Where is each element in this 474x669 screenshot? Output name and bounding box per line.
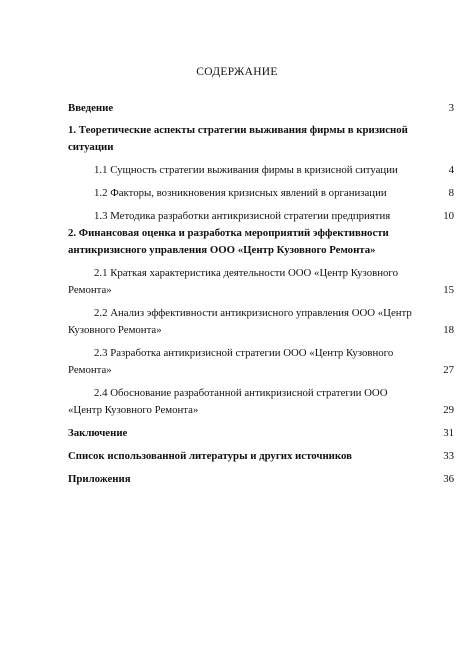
toc-entry-section-2-4	[68, 385, 454, 419]
toc-entry-page: 15	[443, 284, 454, 296]
toc-entry-section-1-3	[68, 208, 454, 225]
toc-entry-text: Приложения	[68, 473, 131, 485]
toc-entry-page: 36	[443, 473, 454, 485]
table-of-contents	[68, 100, 454, 488]
toc-entry-page: 31	[443, 427, 454, 439]
toc-entry-text: Список использованной литературы и других источников	[68, 450, 352, 462]
toc-entry-text: Заключение	[68, 427, 128, 439]
toc-entry-page: 18	[443, 324, 454, 336]
toc-entry-section-1-1	[68, 162, 454, 179]
toc-entry-section-1-2	[68, 185, 454, 202]
toc-entry-text: 2.4 Обоснование разработанной антикризисной стратегии ООО «Центр Кузовного Ремонта»	[68, 387, 388, 416]
toc-entry-page: 3	[448, 102, 454, 114]
toc-entry-appendices	[68, 471, 454, 488]
toc-entry-page: 8	[448, 187, 454, 199]
toc-entry-section-2-2	[68, 305, 454, 339]
toc-entry-text: 1.3 Методика разработки антикризисной стратегии предприятия	[94, 210, 391, 222]
toc-entry-text: 1. Теоретические аспекты стратегии выживания фирмы в кризисной ситуации	[68, 124, 408, 153]
toc-entry-page: 27	[443, 364, 454, 376]
toc-entry-section-2-1	[68, 265, 454, 299]
toc-entry-text: Введение	[68, 102, 114, 114]
toc-entry-introduction	[68, 100, 454, 117]
toc-entry-chapter-2	[68, 225, 454, 259]
toc-entry-chapter-1	[68, 122, 454, 156]
toc-entry-page: 33	[443, 450, 454, 462]
toc-title: СОДЕРЖАНИЕ	[196, 66, 278, 78]
toc-entry-text: 2. Финансовая оценка и разработка мероприятий эффективности антикризисного управления ООО «Центр Кузовного Ремонта»	[68, 227, 389, 256]
toc-entry-page: 4	[448, 164, 454, 176]
toc-entry-references	[68, 448, 454, 465]
toc-entry-text: 1.2 Факторы, возникновения кризисных явлений в организации	[94, 187, 387, 199]
toc-entry-text: 1.1 Сущность стратегии выживания фирмы в кризисной ситуации	[94, 164, 398, 176]
toc-entry-text: 2.1 Краткая характеристика деятельности ООО «Центр Кузовного Ремонта»	[68, 267, 398, 296]
toc-entry-conclusion	[68, 425, 454, 442]
toc-entry-page: 10	[443, 210, 454, 222]
toc-entry-section-2-3	[68, 345, 454, 379]
toc-entry-page: 29	[443, 404, 454, 416]
toc-entry-text: 2.3 Разработка антикризисной стратегии ООО «Центр Кузовного Ремонта»	[68, 347, 394, 376]
toc-entry-text: 2.2 Анализ эффективности антикризисного управления ООО «Центр Кузовного Ремонта»	[68, 307, 412, 336]
